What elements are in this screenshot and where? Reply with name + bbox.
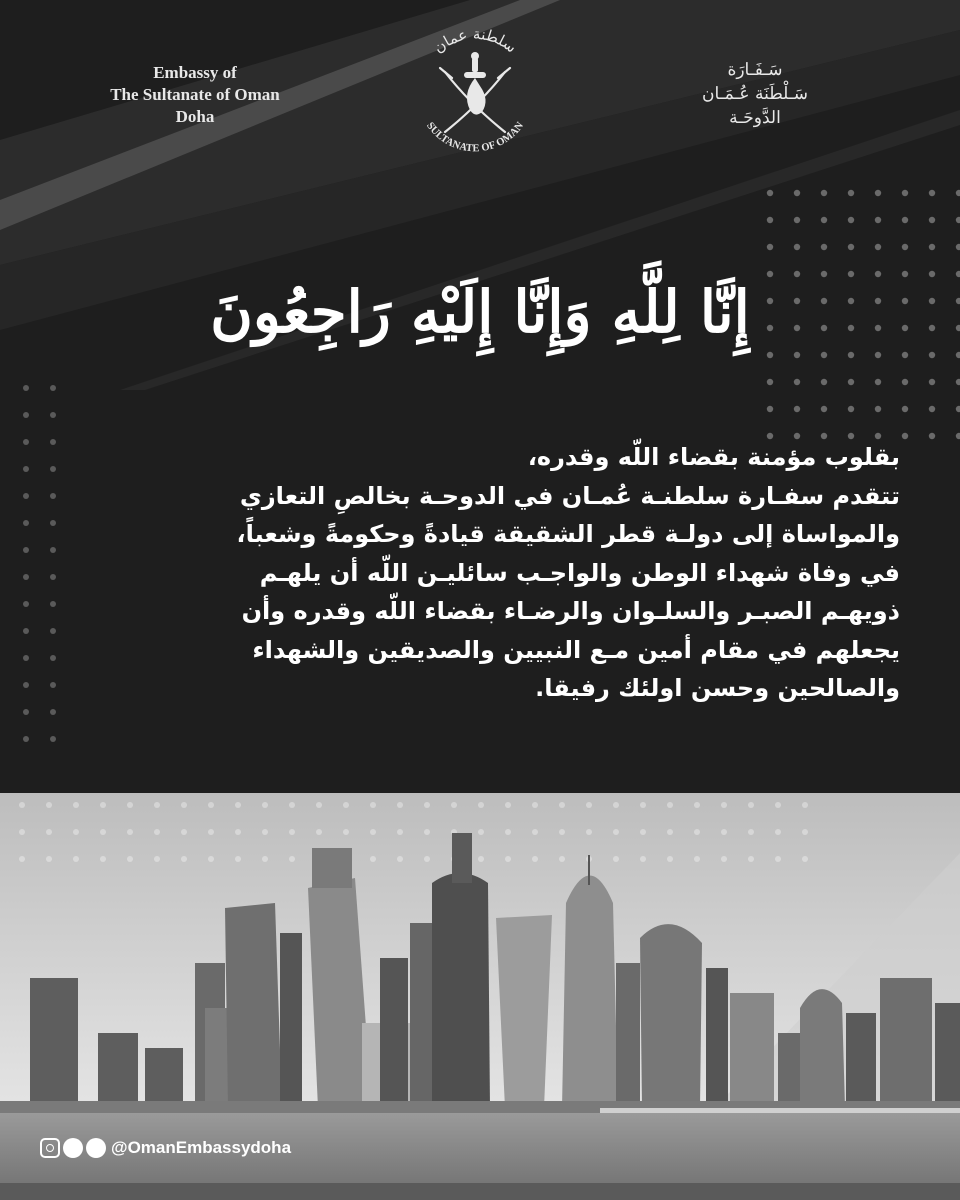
- message-line: يجعلهم في مقام أمين مـع النبيين والصديقين والشهداء: [252, 635, 900, 664]
- message-line: والصالحين وحسن اولئك رفيقا.: [535, 674, 900, 702]
- embassy-arabic-line: الدَّوحَـة: [729, 108, 781, 128]
- embassy-english-line: Doha: [175, 107, 215, 126]
- emblem-english-text: SULTANATE OF OMAN: [424, 120, 526, 155]
- embassy-name-english: [95, 62, 295, 128]
- embassy-name-arabic: [680, 58, 830, 130]
- facebook-icon: [86, 1138, 106, 1158]
- embassy-arabic-line: سَـفَـارَة: [727, 60, 783, 80]
- verse-text: إِنَّا لِلَّهِ وَإِنَّا إِلَيْهِ رَاجِعُونَ: [210, 278, 750, 346]
- emblem-arabic-text: سلطنة عمان: [429, 24, 521, 57]
- condolence-message: [236, 438, 900, 708]
- instagram-icon: [40, 1138, 60, 1158]
- social-handle-text: @OmanEmbassydoha: [111, 1138, 292, 1157]
- twitter-icon: [63, 1138, 83, 1158]
- svg-text:SULTANATE OF OMAN: [424, 120, 526, 154]
- embassy-arabic-line: سَـلْطَنَة عُـمَـان: [701, 84, 809, 104]
- khanjar-crossed-swords-emblem-icon: [400, 14, 550, 164]
- svg-text:سلطنة عمان: [430, 25, 520, 57]
- social-handle: [40, 1136, 291, 1160]
- message-line: والمواساة إلى دولـة قطر الشقيقة قيادةً وحكومةً وشعباً،: [236, 520, 900, 548]
- embassy-english-line: Embassy of: [153, 63, 237, 82]
- quran-verse-calligraphy: [200, 222, 760, 402]
- message-line: بقلوب مؤمنة بقضاء اللّه وقدره،: [527, 443, 900, 471]
- message-line: تتقدم سفـارة سلطنـة عُمـان في الدوحـة بخالصِ التعازي: [239, 481, 900, 510]
- message-line: ذويهـم الصبـر والسلـوان والرضـاء بقضاء اللّه وقدره وأن: [241, 597, 900, 625]
- message-line: في وفاة شهداء الوطن والواجـب سائليـن اللّه أن يلهـم: [259, 558, 900, 587]
- embassy-english-line: The Sultanate of Oman: [110, 85, 280, 104]
